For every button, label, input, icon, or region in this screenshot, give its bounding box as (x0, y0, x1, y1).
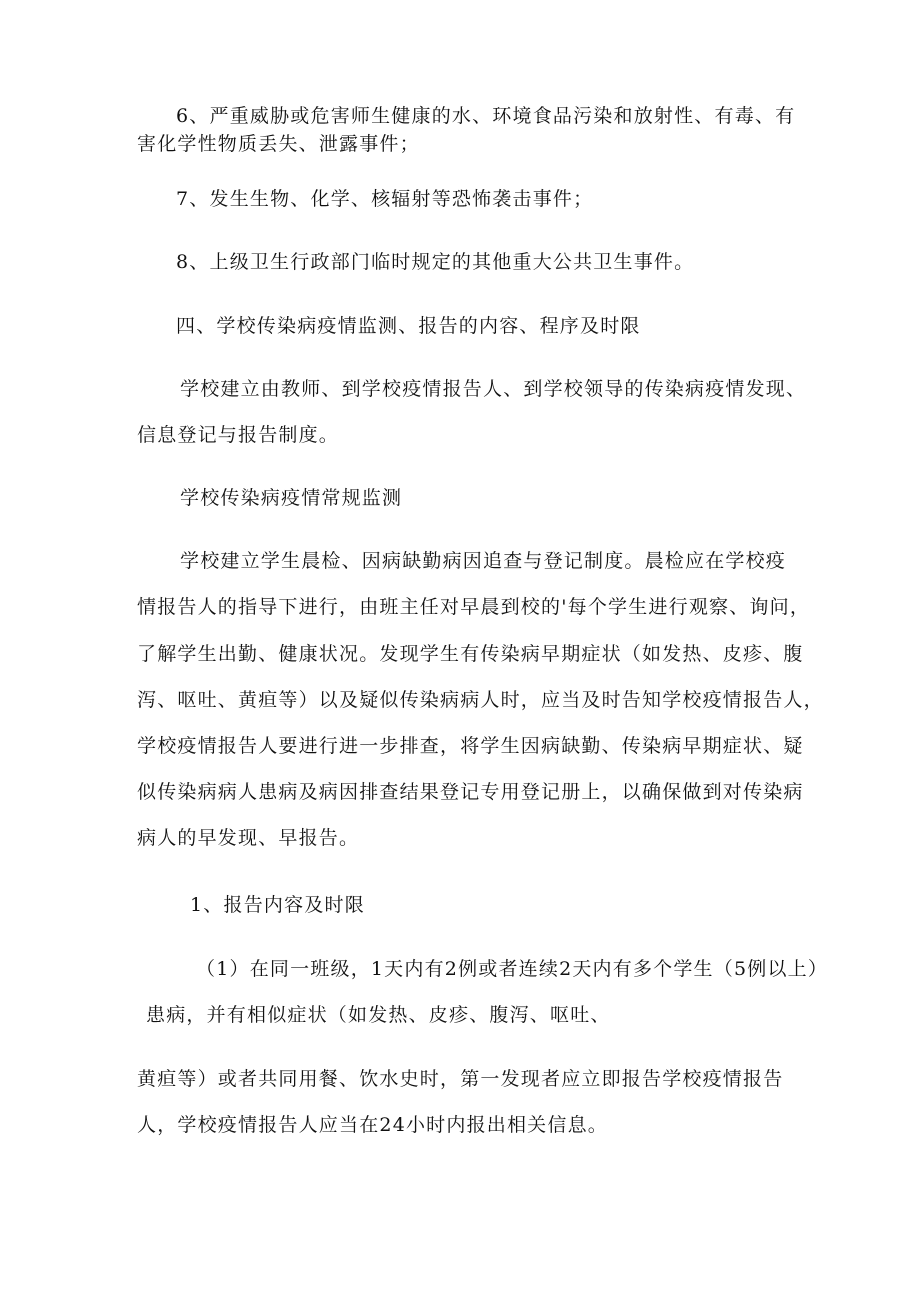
paragraph-line: 7、发生生物、化学、核辐射等恐怖袭击事件； (176, 188, 594, 210)
paragraph-line: 学校疫情报告人要进行进一步排查，将学生因病缺勤、传染病早期症状、疑 (137, 735, 804, 757)
paragraph-line: 信息登记与报告制度。 (137, 424, 340, 446)
paragraph-line: 黄疸等）或者共同用餐、饮水史时，第一发现者应立即报告学校疫情报告 (137, 1068, 784, 1090)
subsection-heading: 学校传染病疫情常规监测 (180, 487, 403, 509)
paragraph-line: 情报告人的指导下进行，由班主任对早晨到校的'每个学生进行观察、询问， (137, 596, 811, 618)
paragraph-line: 病人的早发现、早报告。 (137, 827, 360, 849)
list-item-line: 患病，并有相似症状（如发热、皮疹、腹泻、呕吐、 (146, 1004, 611, 1026)
paragraph-line: 学校建立学生晨检、因病缺勤病因追查与登记制度。晨检应在学校疫 (180, 550, 787, 572)
paragraph-line: 学校建立由教师、到学校疫情报告人、到学校领导的传染病疫情发现、 (180, 378, 807, 400)
paragraph-line: 人，学校疫情报告人应当在24小时内报出相关信息。 (137, 1114, 608, 1136)
paragraph-line: 泻、呕吐、黄疸等）以及疑似传染病病人时，应当及时告知学校疫情报告人， (137, 689, 824, 711)
paragraph-line: 害化学性物质丢失、泄露事件； (137, 133, 420, 155)
list-heading: 1、报告内容及时限 (190, 894, 365, 916)
paragraph-line: 似传染病病人患病及病因排查结果登记专用登记册上，以确保做到对传染病 (137, 781, 804, 803)
list-item-line: （1）在同一班级，1天内有2例或者连续2天内有多个学生（5例以上） (196, 958, 829, 980)
paragraph-line: 8、上级卫生行政部门临时规定的其他重大公共卫生事件。 (176, 251, 695, 273)
paragraph-line: 6、严重威胁或危害师生健康的水、环境食品污染和放射性、有毒、有 (176, 105, 796, 127)
paragraph-line: 了解学生出勤、健康状况。发现学生有传染病早期症状（如发热、皮疹、腹 (137, 643, 804, 665)
section-heading: 四、学校传染病疫情监测、报告的内容、程序及时限 (176, 315, 641, 337)
